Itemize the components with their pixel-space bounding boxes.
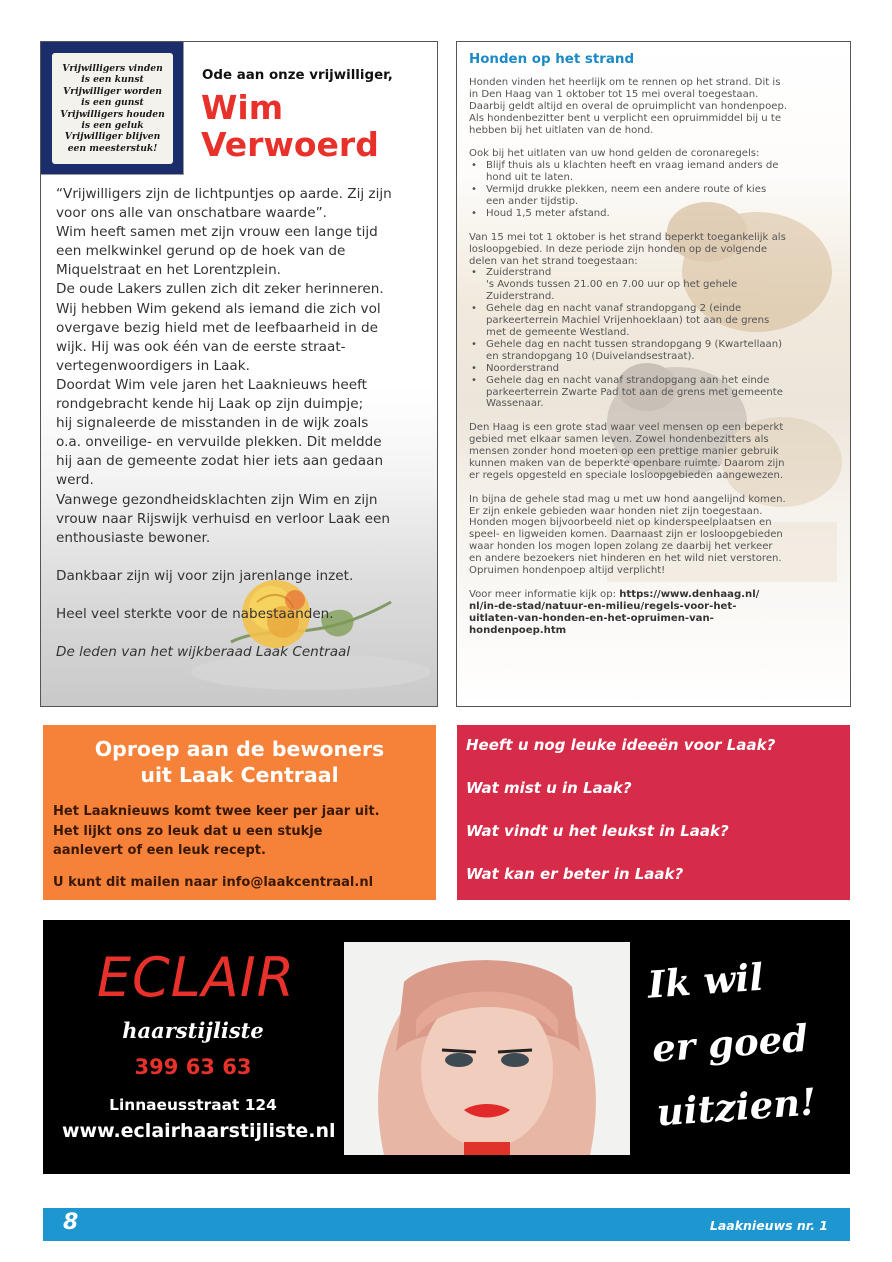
text-line: hebben bij het uitlaten van de hond. <box>469 124 654 136</box>
body-line: Doordat Wim vele jaren het Laaknieuws heeft <box>56 376 367 393</box>
signature-line: De leden van het wijkberaad Laak Centraal <box>56 643 351 660</box>
more-info-prefix: Voor meer informatie kijk op: <box>469 588 620 600</box>
dogs-article-content <box>469 52 843 637</box>
question-line: Wat vindt u het leukst in Laak? <box>466 822 729 840</box>
info-link[interactable]: https://www.denhaag.nl/ <box>619 588 760 600</box>
tile-line: Vrijwilliger blijven <box>64 131 161 143</box>
article-body <box>56 185 431 662</box>
text-line: Van 15 mei tot 1 oktober is het strand beperkt toegankelijk als <box>469 231 786 243</box>
svg-text:ECLAIR: ECLAIR <box>96 946 296 1009</box>
body-line: Vanwege gezondheidsklachten zijn Wim en zijn <box>56 491 378 508</box>
model-portrait-image <box>344 942 630 1155</box>
body-line: vertegenwoordigers in Laak. <box>56 357 250 374</box>
text-line: een ander tijdstip. <box>486 196 579 208</box>
beach-areas-list <box>469 267 843 410</box>
text-line: parkeerterrein Zwarte Pad tot aan de grens met gemeente <box>486 386 783 398</box>
body-line: werd. <box>56 472 94 489</box>
slogan-line: uitzien! <box>655 1079 818 1135</box>
question-line: Heeft u nog leuke ideeën voor Laak? <box>466 736 776 754</box>
text-line: Honden vinden het heerlijk om te rennen op het strand. Dit is <box>469 77 781 88</box>
tile-line: Vrijwilligers houden <box>60 108 165 120</box>
info-link[interactable]: hondenpoep.htm <box>469 624 567 636</box>
wim-article <box>40 41 438 707</box>
ad-phone-number: 399 63 63 <box>134 1055 252 1079</box>
dogs-article-title: Honden op het strand <box>469 52 635 67</box>
tile-line: is een kunst <box>81 74 144 86</box>
text-line: hond uit te laten. <box>486 172 574 184</box>
ad-subtitle: haarstijliste <box>122 1018 264 1043</box>
list-item <box>469 303 843 339</box>
body-line: Wim heeft samen met zijn vrouw een lange tijd <box>56 224 378 241</box>
thanks-line: Dankbaar zijn wij voor zijn jarenlange inzet. <box>56 567 354 584</box>
body-line: hij signaleerde de misstanden in de wijk zoals <box>56 415 369 432</box>
tile-line: Vrijwilliger worden <box>63 85 162 97</box>
list-item <box>469 160 843 184</box>
text-line: • Vermijd drukke plekken, neem een andere route of kies <box>486 184 767 196</box>
question-line: Wat kan er beter in Laak? <box>466 865 684 883</box>
body-line: De oude Lakers zullen zich dit zeker herinneren. <box>56 281 384 298</box>
body-line: wijk. Hij was ook één van de eerste straat- <box>56 338 346 355</box>
text-line: 's Avonds tussen 21.00 en 7.00 uur op het gehele <box>486 279 738 291</box>
resident-call-body <box>53 802 428 861</box>
tile-text-area <box>52 53 173 164</box>
tile-line: is een geluk <box>81 119 144 131</box>
ad-slogan <box>646 940 849 1145</box>
slogan-line: er goed <box>650 1015 810 1071</box>
info-link[interactable]: nl/in-de-stad/natuur-en-milieu/regels-voor-het- <box>469 600 737 612</box>
beach-intro <box>469 232 843 268</box>
eclair-advertisement[interactable] <box>43 920 850 1174</box>
resident-call-box <box>43 725 436 900</box>
text-line: Het lijkt ons zo leuk dat u een stukje <box>53 823 323 839</box>
text-line: Honden mogen bijvoorbeeld niet op kinderspeelplaatsen en <box>469 517 772 529</box>
leash-paragraph <box>469 494 843 577</box>
body-line: voor ons alle van onschatbare waarde”. <box>56 205 327 222</box>
slogan-line: Ik wil <box>646 954 765 1007</box>
headline-last-name: Verwoerd <box>201 125 379 164</box>
body-line: rondgebracht kende hij Laak op zijn duimpje; <box>56 396 364 413</box>
list-item <box>469 375 843 411</box>
list-item <box>469 363 843 375</box>
body-line: o.a. onveilige- en vervuilde plekken. Dit meldde <box>56 434 382 451</box>
ad-address: Linnaeusstraat 124 <box>109 1096 277 1114</box>
volunteer-quote-tile <box>41 42 184 175</box>
page-footer <box>43 1208 850 1241</box>
article-kicker: Ode aan onze vrijwilliger, <box>202 68 393 83</box>
ad-website[interactable]: www.eclairhaarstijliste.nl <box>62 1120 336 1142</box>
headline-first-name: Wim <box>201 88 284 127</box>
list-item <box>469 339 843 363</box>
tile-line: is een gunst <box>81 97 144 109</box>
magazine-issue: Laaknieuws nr. 1 <box>709 1218 828 1233</box>
questions-box <box>457 725 850 900</box>
intro-paragraph <box>469 77 843 137</box>
text-line: aanlevert of een leuk recept. <box>53 843 266 858</box>
list-item <box>469 208 843 220</box>
text-line: in Den Haag van 1 oktober tot 15 mei overal toegestaan. <box>469 88 759 100</box>
tile-line: een meesterstuk! <box>67 142 158 154</box>
body-line: Miquelstraat en het Lorentzplein. <box>56 262 282 279</box>
question-line: Wat mist u in Laak? <box>466 779 632 797</box>
list-item <box>469 184 843 208</box>
text-line: Het Laaknieuws komt twee keer per jaar uit. <box>53 804 380 819</box>
more-info-first-line <box>469 589 843 601</box>
text-line: • Noorderstrand <box>486 362 559 374</box>
resident-call-email[interactable]: U kunt dit mailen naar info@laakcentraal.nl <box>53 875 374 890</box>
body-line: overgave bezig hield met de leefbaarheid in de <box>56 319 379 336</box>
list-item <box>469 267 843 303</box>
article-headline <box>201 89 379 163</box>
body-line: hij aan de gemeente zodat hier iets aan gedaan <box>56 453 384 470</box>
text-line: met de gemeente Westland. <box>486 327 630 338</box>
text-line: • Gehele dag en nacht vanaf strandopgang 2 (einde <box>486 303 742 315</box>
condolence-line: Heel veel sterkte voor de nabestaanden. <box>56 605 334 622</box>
title-line: Oproep aan de bewoners <box>94 737 385 761</box>
text-line: speel- en ligweiden komen. Daarnaast zijn er losloopgebieden <box>469 529 783 541</box>
body-line: enthousiaste bewoner. <box>56 529 211 546</box>
text-line: er regels opgesteld en speciale losloopgebieden aangewezen. <box>469 469 784 481</box>
text-line: Als hondenbezitter bent u verplicht een opruimmiddel bij u te <box>469 112 782 124</box>
text-line: parkeerterrein Machiel Vrijenhoeklaan) tot aan de grens <box>486 315 770 327</box>
text-line: losloopgebied. In deze periode zijn honden op de volgende <box>469 243 768 255</box>
text-line: Opruimen hondenpoep altijd verplicht! <box>469 565 666 577</box>
dogs-beach-article <box>456 41 851 707</box>
body-line: Wij hebben Wim gekend als iemand die zich vol <box>56 300 381 317</box>
text-line: gebied met elkaar samen leven. Zowel hondenbezitters als <box>469 434 769 446</box>
text-line: • Gehele dag en nacht tussen strandopgang 9 (Kwartellaan) <box>486 338 783 350</box>
text-line: en strandopgang 10 (Duivelandsestraat). <box>486 350 695 362</box>
text-line: en andere bezoekers niet hinderen en het wild niet verstoren. <box>469 553 782 565</box>
text-line: waar honden los mogen lopen zolang ze daarbij het verkeer <box>469 541 773 553</box>
body-line: “Vrijwilligers zijn de lichtpuntjes op aarde. Zij zijn <box>56 186 392 202</box>
text-line: • Houd 1,5 meter afstand. <box>486 207 610 219</box>
text-line: delen van het strand toegestaan: <box>469 255 638 267</box>
corona-intro: Ook bij het uitlaten van uw hond gelden de coronaregels: <box>469 148 760 160</box>
text-line: Wassenaar. <box>486 398 544 410</box>
text-line: Den Haag is een grote stad waar veel mensen op een beperkt <box>469 422 784 434</box>
text-line: Daarbij geldt altijd en overal de opruimplicht van hondenpoep. <box>469 100 788 112</box>
resident-call-title <box>43 736 436 788</box>
text-line: mensen zonder hond moeten op een prettige manier gebruik <box>469 446 779 458</box>
body-line: een melkwinkel gerund op de hoek van de <box>56 243 346 260</box>
text-line: Er zijn enkele gebieden waar honden niet zijn toegestaan. <box>469 505 763 517</box>
info-link[interactable]: uitlaten-van-honden-en-het-opruimen-van- <box>469 612 714 624</box>
corona-rules-list <box>469 160 843 220</box>
title-line: uit Laak Centraal <box>140 763 339 787</box>
text-line: • Gehele dag en nacht vanaf strandopgang aan het einde <box>486 374 770 386</box>
eclair-logo <box>96 944 296 1009</box>
text-line: Zuiderstrand. <box>486 291 555 303</box>
body-line: vrouw naar Rijswijk verhuisd en verloor Laak een <box>56 510 391 527</box>
more-info <box>469 589 843 637</box>
page-number: 8 <box>63 1210 79 1235</box>
text-line: • Zuiderstrand <box>486 267 552 279</box>
city-paragraph <box>469 422 843 482</box>
text-line: In bijna de gehele stad mag u met uw hond aangelijnd komen. <box>469 493 786 505</box>
text-line: • Blijf thuis als u klachten heeft en vraag iemand anders de <box>486 160 779 172</box>
text-line: kunnen maken van de beperkte openbare ruimte. Daarom zijn <box>469 457 785 469</box>
tile-line: Vrijwilligers vinden <box>62 62 163 74</box>
